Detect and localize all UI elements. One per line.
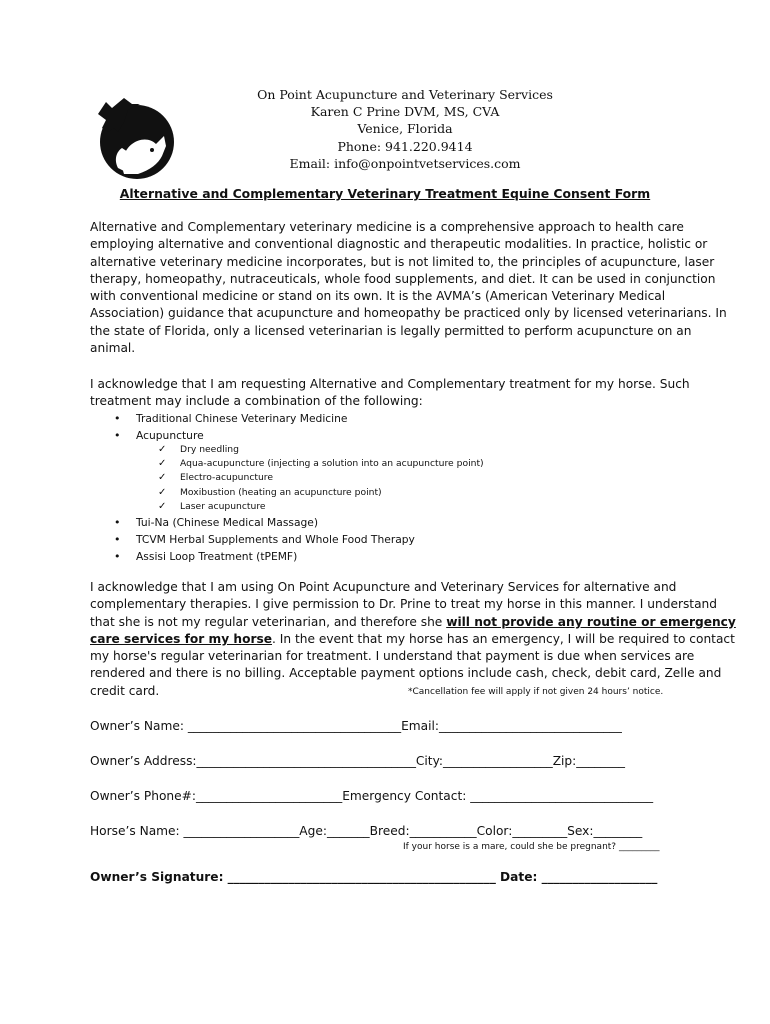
acupuncture-type-list	[158, 443, 678, 514]
business-phone: Phone: 941.220.9414	[337, 138, 473, 154]
ack1-line: I acknowledge that I am requesting Alternative and Complementary treatment for my horse. Such	[90, 377, 690, 391]
intro-line: animal.	[90, 341, 136, 356]
ack2-line: I acknowledge that I am using On Point Acupuncture and Veterinary Services for alternative and	[90, 580, 677, 594]
ack2-line	[90, 631, 735, 648]
treatment-item: • Assisi Loop Treatment (tPEMF)	[112, 548, 672, 565]
acknowledgement-services	[90, 579, 736, 700]
ack2-line	[90, 614, 736, 631]
form-title: Alternative and Complementary Veterinary Treatment Equine Consent Form	[119, 186, 651, 201]
ack2-text: that she is not my regular veterinarian, and therefore she	[90, 614, 447, 629]
intro-line: alternative veterinary medicine incorporates, but is not limited to, the principles of acupuncture, laser	[90, 254, 715, 269]
ack2-line: complementary therapies. I give permission to Dr. Prine to treat my horse in this manner. I understand	[90, 597, 718, 612]
owner-signature-field[interactable]: Owner’s Signature: ____________________________________________ Date: ___________________	[90, 870, 658, 884]
mare-pregnancy-field[interactable]: If your horse is a mare, could she be pregnant? _________	[403, 842, 660, 852]
treatment-list-bottom	[112, 514, 672, 565]
acupuncture-type-item: ✓ Aqua-acupuncture (injecting a solution into an acupuncture point)	[158, 457, 678, 471]
treatment-item: • Acupuncture	[112, 427, 672, 444]
intro-line: therapy, homeopathy, nutraceuticals, whole food supplements, and diet. It can be used in conjunction	[90, 271, 716, 286]
acupuncture-type-item: ✓ Dry needling	[158, 443, 678, 457]
ack1-line: treatment may include a combination of the following:	[90, 394, 423, 409]
horse-details-field[interactable]: Horse’s Name: ___________________Age:_______Breed:___________Color:_________Sex:________	[90, 824, 643, 838]
business-name: On Point Acupuncture and Veterinary Services	[257, 87, 553, 102]
horse-dog-logo-icon	[94, 98, 176, 180]
business-email: Email: info@onpointvetservices.com	[289, 155, 521, 171]
owner-name-email-field[interactable]: Owner’s Name: ___________________________________Email:______________________________	[90, 719, 622, 733]
acknowledgement-treatment	[90, 376, 690, 411]
acupuncture-type-item: ✓ Electro-acupuncture	[158, 471, 678, 485]
doctor-name: Karen C Prine DVM, MS, CVA	[310, 104, 500, 120]
ack2-line: rendered and there is no billing. Acceptable payment options include cash, check, debit card, Zelle and	[90, 666, 722, 681]
owner-phone-emergency-field[interactable]: Owner’s Phone#:________________________Emergency Contact: ______________________________	[90, 789, 654, 803]
ack2-line: credit card.	[90, 683, 160, 698]
owner-address-field[interactable]: Owner’s Address:____________________________________City:__________________Zip:________	[90, 754, 626, 768]
intro-line: Alternative and Complementary veterinary medicine is a comprehensive approach to health care	[90, 220, 684, 234]
ack2-text: . In the event that my horse has an emergency, I will be required to contact	[272, 631, 735, 646]
ack2-line: my horse's regular veterinarian for treatment. I understand that payment is due when services are	[90, 649, 695, 664]
letterhead	[180, 86, 630, 172]
treatment-item: • Traditional Chinese Veterinary Medicine	[112, 410, 672, 427]
cancellation-note: *Cancellation fee will apply if not given 24 hours’ notice.	[408, 687, 664, 697]
intro-line: employing alternative and conventional diagnostic and therapeutic modalities. In practice, holistic or	[90, 237, 708, 252]
business-location: Venice, Florida	[357, 121, 453, 137]
acupuncture-type-item: ✓ Laser acupuncture	[158, 500, 678, 514]
intro-line: Association) guidance that acupuncture and homeopathy be practiced only by licensed veterinarians. In	[90, 306, 727, 321]
intro-paragraph	[90, 219, 727, 357]
intro-line: with conventional medicine or stand on its own. It is the AVMA’s (American Veterinary Medical	[90, 289, 666, 304]
no-emergency-notice-cont: care services for my horse	[90, 631, 273, 646]
intro-line: the state of Florida, only a licensed veterinarian is legally permitted to perform acupuncture on an	[90, 323, 692, 338]
treatment-item: • Tui-Na (Chinese Medical Massage)	[112, 514, 672, 531]
no-emergency-notice: will not provide any routine or emergency	[446, 614, 736, 629]
treatment-item: • TCVM Herbal Supplements and Whole Food Therapy	[112, 531, 672, 548]
acupuncture-type-item: ✓ Moxibustion (heating an acupuncture point)	[158, 486, 678, 500]
treatment-list-top	[112, 410, 672, 444]
